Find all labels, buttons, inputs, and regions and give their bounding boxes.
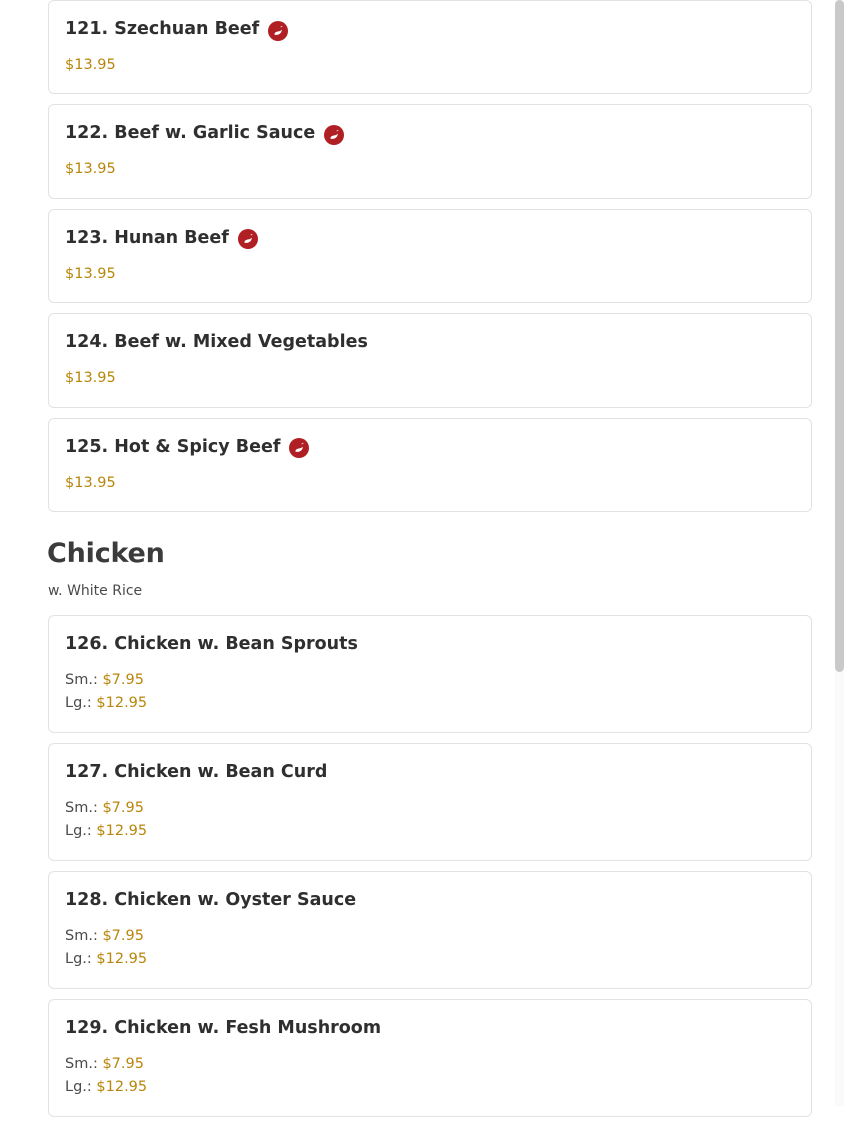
menu-item-name: 125. Hot & Spicy Beef bbox=[65, 436, 281, 457]
price-size-label: Lg.: bbox=[65, 951, 92, 968]
price-row bbox=[65, 472, 795, 495]
menu-item-name: 126. Chicken w. Bean Sprouts bbox=[65, 633, 358, 654]
scrollbar-thumb[interactable] bbox=[835, 0, 844, 672]
price-amount: $12.95 bbox=[96, 951, 148, 968]
menu-item-name: 121. Szechuan Beef bbox=[65, 19, 260, 39]
price-size-label: Lg.: bbox=[65, 1079, 92, 1096]
menu-item-name: 128. Chicken w. Oyster Sauce bbox=[65, 889, 357, 910]
price-size-label: Sm.: bbox=[65, 671, 98, 688]
price-row bbox=[65, 797, 795, 820]
vertical-scrollbar[interactable] bbox=[835, 0, 844, 1106]
spicy-pepper-icon bbox=[324, 125, 344, 145]
menu-item-128[interactable] bbox=[48, 871, 812, 989]
price-amount: $7.95 bbox=[102, 799, 144, 816]
menu-item-129[interactable] bbox=[48, 999, 812, 1117]
menu-item-126[interactable] bbox=[48, 615, 812, 733]
price-row bbox=[65, 820, 795, 843]
price-amount: $13.95 bbox=[65, 474, 116, 491]
section-title: Chicken bbox=[47, 538, 165, 570]
price-row bbox=[65, 925, 795, 948]
price-amount: $13.95 bbox=[65, 161, 116, 178]
price-amount: $13.95 bbox=[65, 370, 116, 387]
menu-items-chicken bbox=[16, 615, 812, 1117]
menu-item-name: 122. Beef w. Garlic Sauce bbox=[65, 123, 316, 144]
menu-item-prices bbox=[65, 1053, 795, 1100]
menu-item-title bbox=[65, 228, 795, 249]
menu-item-title bbox=[65, 123, 795, 144]
price-amount: $7.95 bbox=[102, 1055, 144, 1072]
price-amount: $12.95 bbox=[96, 1079, 148, 1096]
menu-items-beef bbox=[16, 0, 812, 512]
price-size-label: Sm.: bbox=[65, 927, 98, 944]
price-row bbox=[65, 263, 795, 286]
menu-item-122[interactable] bbox=[48, 104, 812, 198]
price-amount: $13.95 bbox=[65, 265, 116, 282]
menu-item-prices bbox=[65, 669, 795, 716]
menu-item-name: 123. Hunan Beef bbox=[65, 227, 229, 248]
menu-item-124[interactable] bbox=[48, 313, 812, 407]
spicy-pepper-icon bbox=[268, 21, 288, 41]
menu-item-name: 129. Chicken w. Fesh Mushroom bbox=[65, 1017, 382, 1038]
section-subtitle: w. White Rice bbox=[48, 582, 143, 599]
price-row bbox=[65, 669, 795, 692]
menu-item-prices bbox=[65, 925, 795, 972]
menu-item-name: 124. Beef w. Mixed Vegetables bbox=[65, 332, 368, 353]
menu-item-prices bbox=[65, 797, 795, 844]
price-size-label: Lg.: bbox=[65, 823, 92, 840]
price-size-label: Sm.: bbox=[65, 1055, 98, 1072]
price-size-label: Lg.: bbox=[65, 695, 92, 712]
menu-item-title bbox=[65, 332, 795, 353]
price-row bbox=[65, 1053, 795, 1076]
menu-item-title bbox=[65, 1018, 795, 1039]
menu-item-title bbox=[65, 890, 795, 911]
menu-item-123[interactable] bbox=[48, 209, 812, 303]
price-amount: $7.95 bbox=[102, 927, 144, 944]
menu-item-title bbox=[65, 19, 795, 40]
menu-item-prices bbox=[65, 263, 795, 286]
menu-item-prices bbox=[65, 54, 795, 77]
price-amount: $12.95 bbox=[96, 695, 148, 712]
price-size-label: Sm.: bbox=[65, 799, 98, 816]
price-row bbox=[65, 948, 795, 971]
price-amount: $7.95 bbox=[102, 671, 144, 688]
menu-item-prices bbox=[65, 472, 795, 495]
price-row bbox=[65, 158, 795, 181]
price-amount: $13.95 bbox=[65, 57, 116, 73]
menu-item-prices bbox=[65, 367, 795, 390]
price-row bbox=[65, 1076, 795, 1099]
menu-item-121[interactable] bbox=[48, 0, 812, 94]
price-row bbox=[65, 54, 795, 77]
menu-item-title bbox=[65, 762, 795, 783]
section-header-chicken bbox=[16, 538, 828, 598]
menu-item-name: 127. Chicken w. Bean Curd bbox=[65, 761, 328, 782]
price-row bbox=[65, 692, 795, 715]
menu-item-title bbox=[65, 437, 795, 458]
price-row bbox=[65, 367, 795, 390]
spicy-pepper-icon bbox=[238, 229, 258, 249]
price-amount: $12.95 bbox=[96, 823, 148, 840]
menu-item-prices bbox=[65, 158, 795, 181]
spicy-pepper-icon bbox=[289, 438, 309, 458]
menu-item-125[interactable] bbox=[48, 418, 812, 512]
menu-item-title bbox=[65, 634, 795, 655]
menu-item-127[interactable] bbox=[48, 743, 812, 861]
